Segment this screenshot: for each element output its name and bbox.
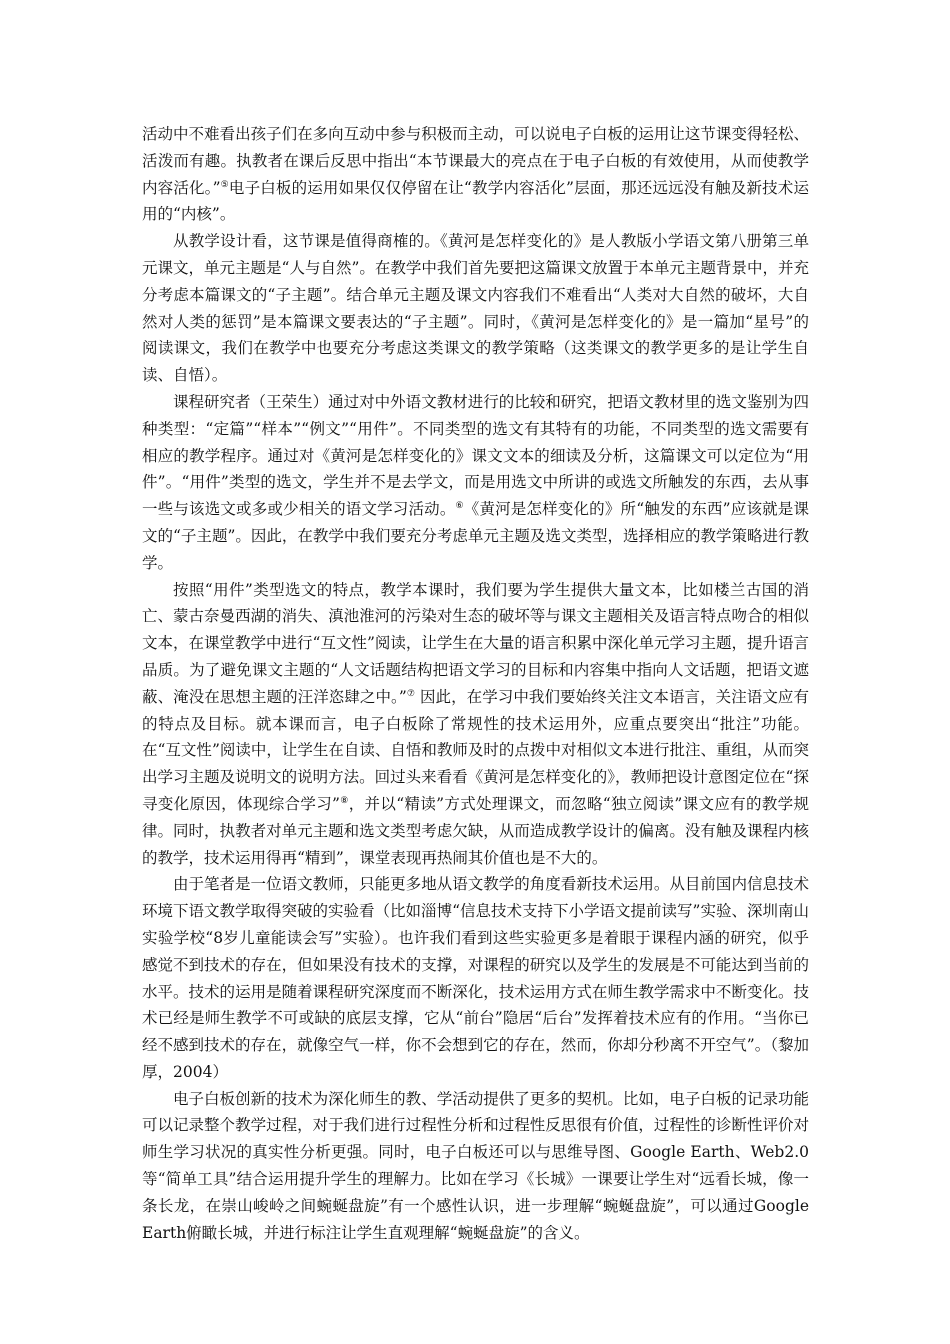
paragraph-text: 课程研究者（王荣生）通过对中外语文教材进行的比较和研究，把语文教材里的选文鉴别为四种类型：“定篇”“样本”“例文”“用件”。不同类型的选文有其特有的功能，不同类型的选文需要有相应的教学程序。通过对《黄河是怎样变化的》课文文本的细读及分析，这篇课文可以定位为“用件”。“用件”类型的选文，学生并不是去学文，而是用选文中所讲的或选文所触发的东西，去从事一些与该选文或多或少相关的语文学习活动。 xyxy=(142,392,809,519)
paragraph xyxy=(142,871,809,1085)
paragraph-text: 电子白板创新的技术为深化师生的教、学活动提供了更多的契机。比如，电子白板的记录功能可以记录整个教学过程，对于我们进行过程性分析和过程性反思很有价值，过程性的诊断性评价对师生学习状况的真实性分析更强。同时，电子白板还可以与思维导图、Google Earth、Web2.0等“简单工具”结合运用提升学生的理解力。比如在学习《长城》一课要让学生对“远看长城，像一条长龙，在崇山峻岭之间蜿蜒盘旋”有一个感性认识，进一步理解“蜿蜒盘旋”，可以通过Google Earth俯瞰长城，并进行标注让学生直观理解“蜿蜒盘旋”的含义。 xyxy=(142,1089,809,1242)
paragraph xyxy=(142,1086,809,1247)
paragraph xyxy=(142,389,809,577)
paragraph-text: 电子白板的运用如果仅仅停留在让“教学内容活化”层面，那还远远没有触及新技术运用的“内核”。 xyxy=(142,178,809,224)
document-body xyxy=(142,121,809,1246)
paragraph-text: ，并以“精读”方式处理课文，而忽略“独立阅读”课文应有的教学规律。同时，执教者对单元主题和选文类型考虑欠缺，从而造成教学设计的偏离。没有触及课程内核的教学，技术运用得再“精到”，课堂表现再热闹其价值也是不大的。 xyxy=(142,794,809,867)
footnote-marker: ⑤ xyxy=(220,179,229,190)
footnote-marker: ⑦ xyxy=(406,688,415,699)
paragraph-text: 从教学设计看，这节课是值得商榷的。《黄河是怎样变化的》是人教版小学语文第八册第三单元课文，单元主题是“人与自然”。在教学中我们首先要把这篇课文放置于本单元主题背景中，并充分考虑本篇课文的“子主题”。结合单元主题及课文内容我们不难看出“人类对大自然的破坏，大自然对人类的惩罚”是本篇课文要表达的“子主题”。同时，《黄河是怎样变化的》是一篇加“星号”的阅读课文，我们在教学中也要充分考虑这类课文的教学策略（这类课文的教学更多的是让学生自读、自悟）。 xyxy=(142,232,809,385)
paragraph-text: 由于笔者是一位语文教师，只能更多地从语文教学的角度看新技术运用。从目前国内信息技术环境下语文教学取得突破的实验看（比如淄博“信息技术支持下小学语文提前读写”实验、深圳南山实验学校“8岁儿童能读会写”实验）。也许我们看到这些实验更多是着眼于课程内涵的研究，似乎感觉不到技术的存在，但如果没有技术的支撑，对课程的研究以及学生的发展是不可能达到当前的水平。技术的运用是随着课程研究深度而不断深化，技术运用方式在师生教学需求中不断变化。技术已经是师生教学不可或缺的底层支撑，它从“前台”隐居“后台”发挥着技术应有的作用。“当你已经不感到技术的存在，就像空气一样，你不会想到它的存在，然而，你却分秒离不开空气”。（黎加厚，2004） xyxy=(142,875,809,1081)
paragraph xyxy=(142,121,809,228)
footnote-marker: ⑧ xyxy=(339,795,349,806)
paragraph xyxy=(142,228,809,389)
paragraph-text: 《黄河是怎样变化的》所“触发的东西”应该就是课文的“子主题”。因此，在教学中我们要充分考虑单元主题及选文类型，选择相应的教学策略进行教学。 xyxy=(142,500,809,572)
paragraph-text: 按照“用件”类型选文的特点，教学本课时，我们要为学生提供大量文本，比如楼兰古国的消亡、蒙古奈曼西湖的消失、滇池淮河的污染对生态的破坏等与课文主题相关及语言特点吻合的相似文本，在课堂教学中进行“互文性”阅读，让学生在大量的语言积累中深化单元学习主题，提升语言品质。为了避免课文主题的“人文话题结构把语文学习的目标和内容集中指向人文话题，把语文遮蔽、淹没在思想主题的汪洋恣肆之中。” xyxy=(142,580,809,706)
paragraph xyxy=(142,577,809,872)
footnote-marker: ⑥ xyxy=(455,501,464,512)
paragraph-text: 活动中不难看出孩子们在多向互动中参与积极而主动，可以说电子白板的运用让这节课变得轻松、活泼而有趣。执教者在课后反思中指出“本节课最大的亮点在于电子白板的有效使用，从而使教学内容活化。” xyxy=(142,125,809,197)
paragraph-text: 因此，在学习中我们要始终关注文本语言，关注语文应有的特点及目标。就本课而言，电子白板除了常规性的技术运用外，应重点要突出“批注”功能。在“互文性”阅读中，让学生在自读、自悟和教师及时的点拨中对相似文本进行批注、重组，从而突出学习主题及说明文的说明方法。回过头来看看《黄河是怎样变化的》，教师把设计意图定位在“探寻变化原因，体现综合学习” xyxy=(142,687,809,813)
